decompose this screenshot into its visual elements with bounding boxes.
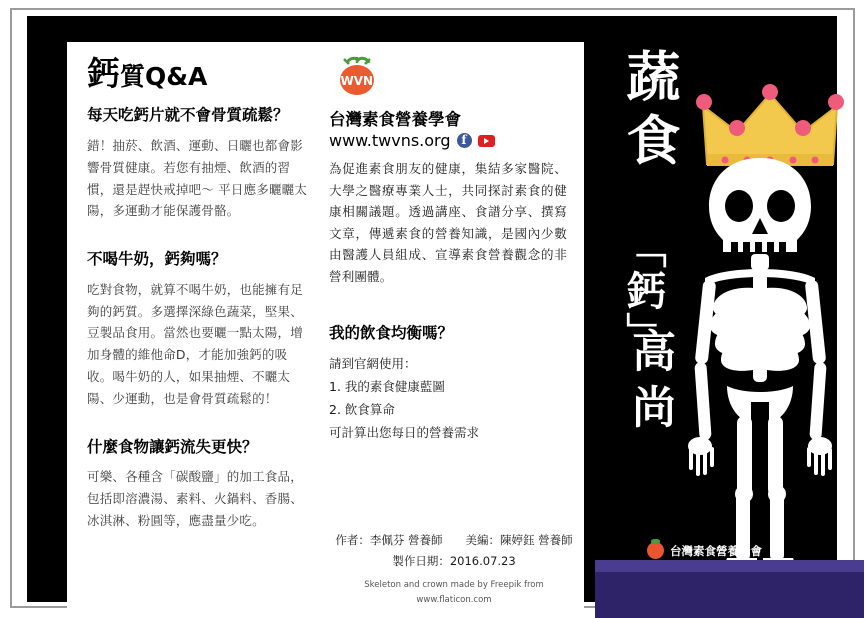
diet-answer [329, 352, 567, 445]
skeleton-icon [665, 154, 855, 574]
tomato-logo-icon [647, 542, 664, 559]
org-name: 台灣素食營養學會 [329, 110, 461, 129]
credits-block [329, 530, 579, 609]
question-3: 什麼食物讓鈣流失更快？ [87, 437, 258, 456]
credits-date: 製作日期：2016.07.23 [392, 554, 516, 569]
vertical-title-high: 高尚 [624, 328, 675, 440]
credits-authors: 作者：李佩芬 營養師 美編：陳婷鈺 營養師 [335, 533, 573, 547]
poster-canvas [27, 16, 837, 606]
org-description: 為促進素食朋友的健康，集結多家醫院、大學之醫療專業人士，共同探討素食的健康相關議題。透過講座、食譜分享、撰寫文章，傳遞素食的營養知識，是國內少數由醫護人員組成、宣導素食營養觀念的非營利團體。 [329, 161, 567, 284]
diet-question: 我的飲食均衡嗎？ [329, 324, 454, 342]
diet-answer-line-3: 2. 飲食算命 [329, 402, 395, 418]
qa-heading-prefix: 鈣 [87, 54, 120, 93]
pedestal [595, 572, 864, 618]
youtube-icon[interactable] [478, 135, 495, 147]
vertical-title-main: 蔬食 [618, 48, 682, 176]
facebook-icon[interactable]: f [457, 133, 472, 148]
question-1: 每天吃鈣片就不會骨質疏鬆？ [87, 106, 289, 125]
svg-text:TWVNS: TWVNS [332, 74, 382, 88]
answer-2: 吃對食物，就算不喝牛奶，也能擁有足夠的鈣質。多選擇深綠色蔬菜，堅果、豆製品食用。當然也要曬一點太陽，增加身體的維他命D，才能加強鈣的吸收。喝牛奶的人，如果抽煙、不曬太陽、少運動，也是會骨質疏鬆的！ [87, 281, 303, 407]
org-links [329, 131, 567, 150]
org-url[interactable]: www.twvns.org [329, 131, 451, 150]
diet-answer-line-4: 可計算出您每日的營養需求 [329, 425, 480, 441]
poster-right-column [587, 32, 864, 618]
question-2: 不喝牛奶，鈣夠嗎？ [87, 250, 227, 269]
footer-badge-label: 台灣素食營養學會 [670, 543, 762, 558]
column-qa [87, 56, 309, 558]
answer-3: 可樂、各種含「碳酸鹽」的加工食品，包括即溶濃湯、素料、火鍋料、香腸、冰淇淋、粉圓等，應盡量少吃。 [87, 469, 303, 529]
credits-attribution: Skeleton and crown made by Freepik from www.flaticon.com [364, 579, 544, 606]
footer-badge [647, 542, 762, 559]
diet-answer-line-1: 請到官網使用： [329, 356, 417, 371]
column-org [329, 56, 567, 445]
tomato-twvns-logo-icon [329, 56, 385, 102]
answer-1: 錯！抽菸、飲酒、運動、日曬也都會影響骨質健康。若您有抽煙、飲酒的習慣，還是趕快戒掉吧～ 平日應多曬曬太陽，多運動才能保護骨骼。 [87, 137, 308, 219]
qa-heading [87, 56, 309, 92]
vertical-title-ca: 「鈣」 [620, 228, 667, 354]
diet-answer-line-2: 1. 我的素食健康藍圖 [329, 379, 445, 395]
white-content-panel [67, 42, 584, 608]
qa-heading-suffix: 質Q&A [120, 62, 208, 91]
org-logo [329, 56, 567, 102]
